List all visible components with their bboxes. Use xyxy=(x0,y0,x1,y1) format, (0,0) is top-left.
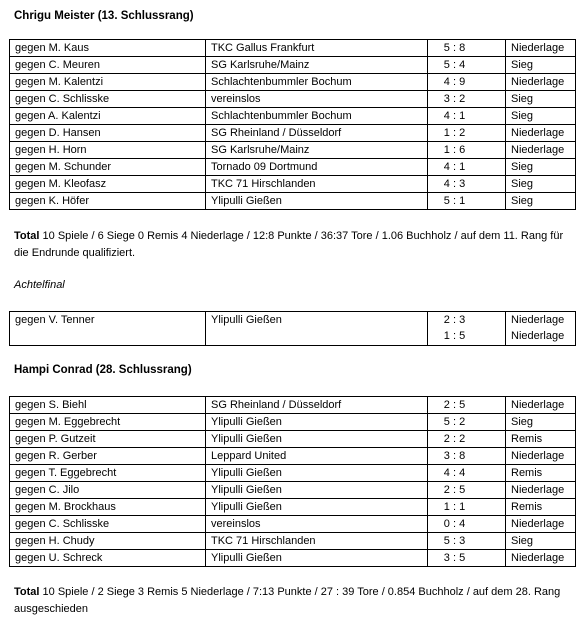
club-cell: Ylipulli Gießen xyxy=(206,550,428,567)
result-cell: Sieg xyxy=(506,91,576,108)
summary-text: 10 Spiele / 6 Siege 0 Remis 4 Niederlage / 12:8 Punkte / 36:37 Tore / 1.06 Buchholz / auf dem 11. Rang für die Endrunde qualifiziert. xyxy=(14,230,564,259)
results-table-conrad xyxy=(9,396,576,567)
score-cell: 2 : 5 xyxy=(428,397,506,414)
opponent-cell: gegen C. Meuren xyxy=(10,57,206,74)
table-row xyxy=(10,193,576,210)
opponent-cell: gegen P. Gutzeit xyxy=(10,431,206,448)
opponent-cell: gegen M. Kalentzi xyxy=(10,74,206,91)
table-row xyxy=(10,74,576,91)
summary-label: Total xyxy=(14,230,40,242)
table-row xyxy=(10,142,576,159)
summary-label: Total xyxy=(14,586,40,598)
result-cell: Sieg xyxy=(506,176,576,193)
table-row xyxy=(10,159,576,176)
table-row xyxy=(10,57,576,74)
table-row xyxy=(10,516,576,533)
player-heading-meister: Chrigu Meister (13. Schlussrang) xyxy=(14,10,194,22)
table-row xyxy=(10,550,576,567)
result-cell xyxy=(506,312,576,346)
club-cell: Schlachtenbummler Bochum xyxy=(206,108,428,125)
score-cell: 1 : 1 xyxy=(428,499,506,516)
opponent-cell: gegen U. Schreck xyxy=(10,550,206,567)
score-cell: 1 : 2 xyxy=(428,125,506,142)
opponent-cell: gegen C. Schlisske xyxy=(10,91,206,108)
table-row xyxy=(10,312,576,346)
opponent-cell: gegen S. Biehl xyxy=(10,397,206,414)
score-cell: 2 : 5 xyxy=(428,482,506,499)
score-cell: 5 : 1 xyxy=(428,193,506,210)
opponent-cell: gegen H. Horn xyxy=(10,142,206,159)
score-cell: 0 : 4 xyxy=(428,516,506,533)
score-cell: 5 : 2 xyxy=(428,414,506,431)
opponent-cell: gegen C. Jilo xyxy=(10,482,206,499)
result-leg1: Niederlage xyxy=(511,314,565,326)
result-cell: Sieg xyxy=(506,533,576,550)
table-row xyxy=(10,40,576,57)
opponent-cell: gegen R. Gerber xyxy=(10,448,206,465)
result-cell: Sieg xyxy=(506,159,576,176)
club-cell: Ylipulli Gießen xyxy=(206,414,428,431)
opponent-cell: gegen K. Höfer xyxy=(10,193,206,210)
result-cell: Niederlage xyxy=(506,482,576,499)
round-label: Achtelfinal xyxy=(14,279,65,291)
opponent-cell: gegen M. Kleofasz xyxy=(10,176,206,193)
club-cell: vereinslos xyxy=(206,91,428,108)
club-cell: TKC 71 Hirschlanden xyxy=(206,176,428,193)
table-row xyxy=(10,108,576,125)
club-cell: TKC Gallus Frankfurt xyxy=(206,40,428,57)
club-cell: Ylipulli Gießen xyxy=(206,431,428,448)
club-cell: Schlachtenbummler Bochum xyxy=(206,74,428,91)
score-cell: 2 : 2 xyxy=(428,431,506,448)
score-cell: 4 : 3 xyxy=(428,176,506,193)
club-cell: Ylipulli Gießen xyxy=(206,312,428,346)
table-row xyxy=(10,91,576,108)
summary-conrad xyxy=(14,584,574,618)
club-cell: Ylipulli Gießen xyxy=(206,499,428,516)
table-row xyxy=(10,176,576,193)
result-cell: Sieg xyxy=(506,414,576,431)
score-cell: 5 : 3 xyxy=(428,533,506,550)
club-cell: SG Karlsruhe/Mainz xyxy=(206,57,428,74)
opponent-cell: gegen D. Hansen xyxy=(10,125,206,142)
club-cell: Leppard United xyxy=(206,448,428,465)
player-heading-conrad: Hampi Conrad (28. Schlussrang) xyxy=(14,364,192,376)
result-cell: Niederlage xyxy=(506,40,576,57)
table-row xyxy=(10,414,576,431)
result-cell: Remis xyxy=(506,431,576,448)
score-cell: 3 : 2 xyxy=(428,91,506,108)
opponent-cell: gegen M. Schunder xyxy=(10,159,206,176)
club-cell: SG Rheinland / Düsseldorf xyxy=(206,125,428,142)
opponent-cell: gegen A. Kalentzi xyxy=(10,108,206,125)
club-cell: TKC 71 Hirschlanden xyxy=(206,533,428,550)
score-leg2: 1 : 5 xyxy=(443,330,466,342)
score-cell: 3 : 8 xyxy=(428,448,506,465)
score-cell: 3 : 5 xyxy=(428,550,506,567)
table-row xyxy=(10,448,576,465)
club-cell: SG Karlsruhe/Mainz xyxy=(206,142,428,159)
opponent-cell: gegen H. Chudy xyxy=(10,533,206,550)
result-leg2: Niederlage xyxy=(511,330,565,342)
score-leg1: 2 : 3 xyxy=(443,314,466,326)
score-cell: 5 : 4 xyxy=(428,57,506,74)
club-cell: Tornado 09 Dortmund xyxy=(206,159,428,176)
score-cell: 4 : 4 xyxy=(428,465,506,482)
result-cell: Remis xyxy=(506,499,576,516)
result-cell: Niederlage xyxy=(506,142,576,159)
result-cell: Niederlage xyxy=(506,125,576,142)
knockout-table xyxy=(9,311,576,346)
score-cell: 5 : 8 xyxy=(428,40,506,57)
table-row xyxy=(10,125,576,142)
score-cell: 4 : 9 xyxy=(428,74,506,91)
result-cell: Niederlage xyxy=(506,448,576,465)
score-cell: 4 : 1 xyxy=(428,108,506,125)
opponent-cell: gegen C. Schlisske xyxy=(10,516,206,533)
table-row xyxy=(10,499,576,516)
result-cell: Sieg xyxy=(506,57,576,74)
table-row xyxy=(10,482,576,499)
table-row xyxy=(10,431,576,448)
summary-meister xyxy=(14,228,574,262)
result-cell: Sieg xyxy=(506,108,576,125)
result-cell: Niederlage xyxy=(506,550,576,567)
club-cell: vereinslos xyxy=(206,516,428,533)
opponent-cell: gegen V. Tenner xyxy=(10,312,206,346)
result-cell: Niederlage xyxy=(506,74,576,91)
result-cell: Sieg xyxy=(506,193,576,210)
club-cell: Ylipulli Gießen xyxy=(206,482,428,499)
result-cell: Niederlage xyxy=(506,516,576,533)
result-cell: Niederlage xyxy=(506,397,576,414)
score-cell xyxy=(428,312,506,346)
opponent-cell: gegen M. Brockhaus xyxy=(10,499,206,516)
table-row xyxy=(10,533,576,550)
summary-text: 10 Spiele / 2 Siege 3 Remis 5 Niederlage / 7:13 Punkte / 27 : 39 Tore / 0.854 Buchholz / auf dem 28. Rang ausgeschieden xyxy=(14,586,561,615)
score-cell: 4 : 1 xyxy=(428,159,506,176)
table-row xyxy=(10,465,576,482)
club-cell: Ylipulli Gießen xyxy=(206,465,428,482)
result-cell: Remis xyxy=(506,465,576,482)
score-cell: 1 : 6 xyxy=(428,142,506,159)
opponent-cell: gegen M. Kaus xyxy=(10,40,206,57)
opponent-cell: gegen M. Eggebrecht xyxy=(10,414,206,431)
opponent-cell: gegen T. Eggebrecht xyxy=(10,465,206,482)
results-table-meister xyxy=(9,39,576,210)
club-cell: SG Rheinland / Düsseldorf xyxy=(206,397,428,414)
table-row xyxy=(10,397,576,414)
club-cell: Ylipulli Gießen xyxy=(206,193,428,210)
